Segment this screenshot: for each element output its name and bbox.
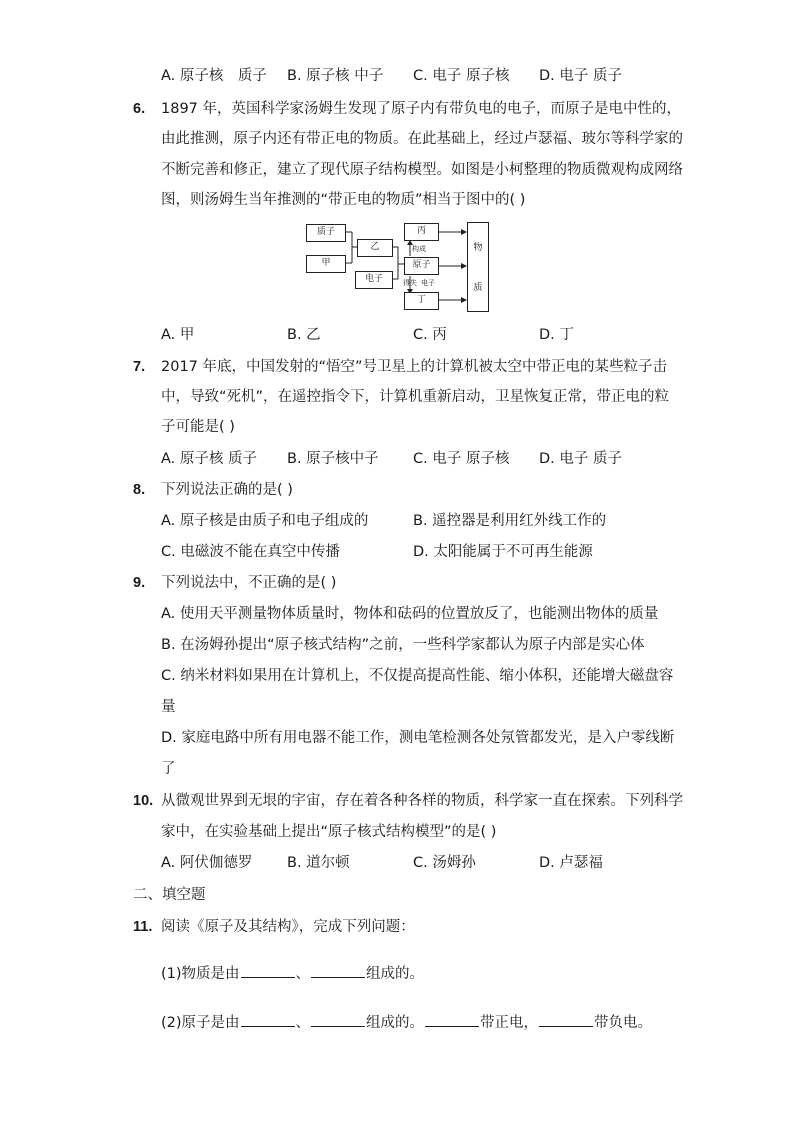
box-jia: 甲	[306, 255, 346, 273]
label-gain-lose: 得失	[403, 279, 417, 287]
q11-p2-prefix: (2)原子是由	[161, 1015, 240, 1031]
label-electron-small: 电子	[421, 279, 435, 287]
q5-option-b: B. 原子核 中子	[287, 68, 384, 84]
q9-option-b: B. 在汤姆孙提出“原子核式结构”之前，一些科学家都认为原子内部是实心体	[161, 637, 645, 653]
q11-p1-suffix: 组成的。	[366, 966, 425, 982]
q7-option-a: A. 原子核 质子	[161, 451, 257, 467]
q8-option-b: B. 遥控器是利用红外线工作的	[413, 513, 607, 529]
q11-p1-separator: 、	[295, 966, 311, 982]
q6-option-b: B. 乙	[287, 327, 321, 343]
matter-char-1: 物	[473, 243, 483, 253]
q11-p1-prefix: (1)物质是由	[161, 966, 240, 982]
q6-option-a: A. 甲	[161, 327, 195, 343]
q7-number: 7.	[133, 359, 146, 375]
q11-p2-separator: 、	[295, 1015, 311, 1031]
q9-option-d-line-1: D. 家庭电路中所有用电器不能工作，测电笔检测各处氖管都发光，是入户零线断	[161, 730, 675, 746]
q9-stem: 下列说法中，不正确的是( )	[161, 575, 337, 591]
q8-option-a: A. 原子核是由质子和电子组成的	[161, 513, 369, 529]
q10-line-2: 家中，在实验基础上提出“原子核式结构模型”的是( )	[161, 824, 497, 840]
q11-p2-blank-3[interactable]	[425, 1012, 479, 1027]
q11-p2-middle: 组成的。	[366, 1015, 425, 1031]
q10-number: 10.	[133, 793, 154, 809]
q11-number: 11.	[133, 919, 153, 935]
box-yi: 乙	[357, 239, 393, 257]
box-proton: 质子	[306, 224, 346, 242]
box-matter	[467, 222, 489, 312]
q10-option-b: B. 道尔顿	[287, 855, 350, 871]
label-constitute: 构成	[412, 245, 426, 253]
q8-option-d: D. 太阳能属于不可再生能源	[413, 544, 593, 560]
q11-part-1	[161, 963, 424, 984]
q7-line-2: 中，导致“死机”，在遥控指令下，计算机重新启动，卫星恢复正常，带正电的粒	[161, 389, 670, 405]
q6-number: 6.	[133, 101, 146, 117]
q9-option-c-line-1: C. 纳米材料如果用在计算机上，不仅提高提高性能、缩小体积，还能增大磁盘容	[161, 668, 674, 684]
q6-line-2: 由此推测，原子内还有带正电的物质。在此基础上，经过卢瑟福、玻尔等科学家的	[161, 131, 683, 147]
q6-line-3: 不断完善和修正，建立了现代原子结构模型。如图是小柯整理的物质微观构成网络	[161, 162, 683, 178]
q5-option-a: A. 原子核 质子	[161, 68, 267, 84]
q10-option-a: A. 阿伏伽德罗	[161, 855, 253, 871]
q11-p2-positive: 带正电，	[480, 1015, 539, 1031]
q9-number: 9.	[133, 575, 146, 591]
q9-option-a: A. 使用天平测量物体质量时，物体和砝码的位置放反了，也能测出物体的质量	[161, 606, 659, 622]
q11-p2-blank-1[interactable]	[241, 1012, 295, 1027]
q11-p2-blank-2[interactable]	[311, 1012, 365, 1027]
q6-line-4: 图，则汤姆生当年推测的“带正电的物质”相当于图中的( )	[161, 192, 526, 208]
q7-option-c: C. 电子 原子核	[413, 451, 510, 467]
q8-number: 8.	[133, 482, 146, 498]
q6-option-d: D. 丁	[539, 327, 574, 343]
q9-option-d-line-2: 了	[161, 761, 176, 777]
q5-option-d: D. 电子 质子	[539, 68, 622, 84]
q10-option-c: C. 汤姆孙	[413, 855, 476, 871]
box-ding: 丁	[404, 292, 439, 310]
q6-line-1: 1897 年，英国科学家汤姆生发现了原子内有带负电的电子，而原子是电中性的，	[161, 101, 682, 117]
q7-line-1: 2017 年底，中国发射的“悟空”号卫星上的计算机被太空中带正电的某些粒子击	[161, 359, 668, 375]
q11-p2-negative: 带负电。	[594, 1015, 653, 1031]
q11-stem: 阅读《原子及其结构》，完成下列问题：	[161, 919, 415, 935]
box-electron: 电子	[355, 271, 393, 289]
q11-p1-blank-2[interactable]	[311, 963, 365, 978]
box-bing: 丙	[404, 223, 439, 241]
q6-option-c: C. 丙	[413, 327, 447, 343]
q8-stem: 下列说法正确的是( )	[161, 482, 293, 498]
q10-line-1: 从微观世界到无垠的宇宙，存在着各种各样的物质，科学家一直在探索。下列科学	[161, 793, 683, 809]
q10-option-d: D. 卢瑟福	[539, 855, 603, 871]
q11-p1-blank-1[interactable]	[241, 963, 295, 978]
q8-option-c: C. 电磁波不能在真空中传播	[161, 544, 340, 560]
matter-structure-diagram	[300, 216, 496, 316]
q7-option-d: D. 电子 质子	[539, 451, 622, 467]
q7-option-b: B. 原子核中子	[287, 451, 379, 467]
box-atom: 原子	[404, 257, 439, 275]
q5-option-c: C. 电子 原子核	[413, 68, 510, 84]
q11-part-2	[161, 1012, 652, 1033]
q9-option-c-line-2: 量	[161, 699, 176, 715]
section-heading: 二、填空题	[133, 887, 206, 903]
q7-line-3: 子可能是( )	[161, 419, 235, 435]
matter-char-2: 质	[473, 283, 483, 293]
q11-p2-blank-4[interactable]	[539, 1012, 593, 1027]
